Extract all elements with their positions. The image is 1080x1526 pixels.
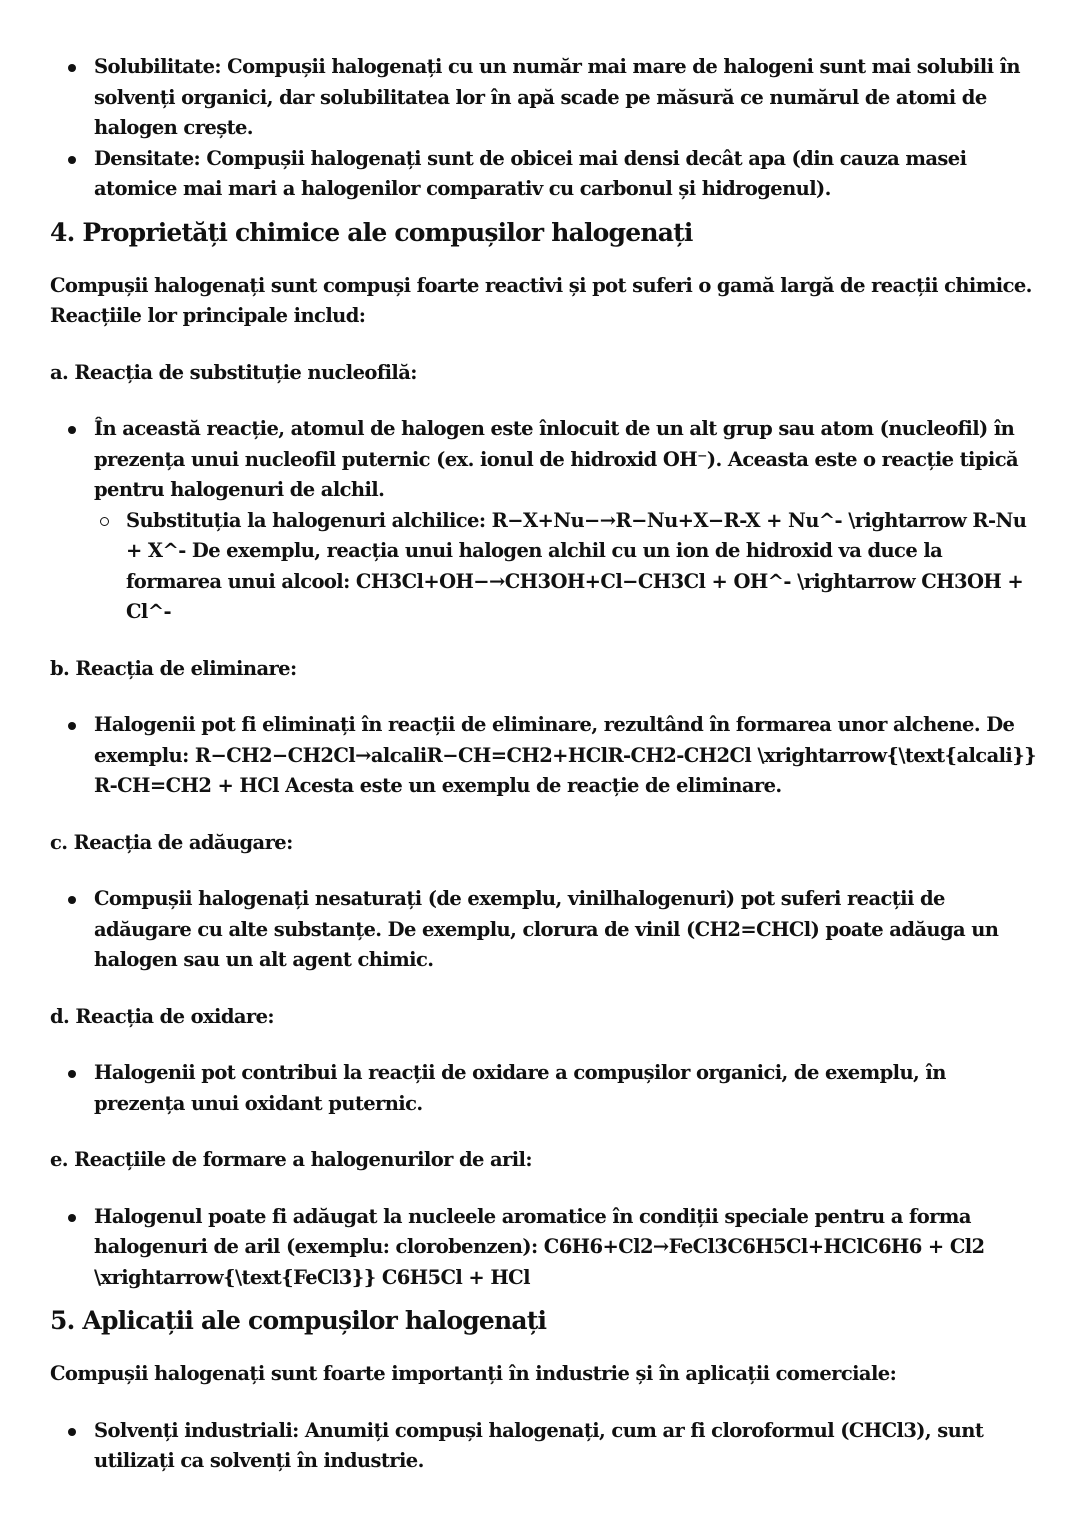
subsection-c-list bbox=[50, 884, 1040, 976]
section-4-heading: 4. Proprietăți chimice ale compușilor halogenați bbox=[50, 217, 693, 247]
document-page bbox=[50, 52, 1040, 1477]
section-4-intro: Compușii halogenați sunt compuși foarte reactivi și pot suferi o gamă largă de reacții chimice. Reacțiile lor principale includ: bbox=[50, 273, 1032, 327]
subsection-a-heading: a. Reacția de substituție nucleofilă: bbox=[50, 360, 417, 384]
subsection-b-heading: b. Reacția de eliminare: bbox=[50, 656, 297, 680]
density-bullet: Densitate: Compușii halogenați sunt de obicei mai densi decât apa (din cauza masei atomice mai mari a halogenilor comparativ cu carbonul și hidrogenul). bbox=[50, 144, 1040, 205]
substitution-bullet: În această reacție, atomul de halogen este înlocuit de un alt grup sau atom (nucleofil) în prezența unui nucleofil puternic (ex. ionul de hidroxid OH⁻). Aceasta este o reacție tipică pentru halogenuri de alchil. bbox=[50, 414, 1040, 506]
subsection-d-heading: d. Reacția de oxidare: bbox=[50, 1004, 274, 1028]
elimination-bullet: Halogenii pot fi eliminați în reacții de eliminare, rezultând în formarea unor alchene. De exemplu: R−CH2−CH2Cl→alcaliR−CH=CH2+HClR-CH2-CH2Cl \xrightarrow{\text{alcali}} R-CH=CH2 + HCl Acesta este un exemplu de reacție de eliminare. bbox=[50, 710, 1040, 802]
industrial-solvents-bullet: Solvenți industriali: Anumiți compuși halogenați, cum ar fi cloroformul (CHCl3), sunt utilizați ca solvenți în industrie. bbox=[50, 1416, 1040, 1477]
subsection-c-heading: c. Reacția de adăugare: bbox=[50, 830, 293, 854]
substitution-sub-bullet: Substituția la halogenuri alchilice: R−X+Nu−→R−Nu+X−R-X + Nu^- \rightarrow R-Nu + X^- De exemplu, reacția unui halogen alchil cu un ion de hidroxid va duce la formarea unui alcool: CH3Cl+OH−→CH3OH+Cl−CH3Cl + OH^- \rightarrow CH3OH + Cl^- bbox=[50, 506, 1040, 628]
oxidation-bullet: Halogenii pot contribui la reacții de oxidare a compușilor organici, de exemplu, în prezența unui oxidant puternic. bbox=[50, 1058, 1040, 1119]
applications-list bbox=[50, 1416, 1040, 1477]
section-5-intro: Compușii halogenați sunt foarte importanți în industrie și în aplicații comerciale: bbox=[50, 1362, 897, 1385]
subsection-e-heading: e. Reacțiile de formare a halogenurilor de aril: bbox=[50, 1148, 532, 1171]
subsection-d-list bbox=[50, 1058, 1040, 1119]
section-5-heading: 5. Aplicații ale compușilor halogenați bbox=[50, 1306, 547, 1335]
subsection-a-list bbox=[50, 414, 1040, 628]
subsection-e-list bbox=[50, 1202, 1040, 1294]
aryl-halide-bullet: Halogenul poate fi adăugat la nucleele aromatice în condiții speciale pentru a forma halogenuri de aril (exemplu: clorobenzen): C6H6+Cl2→FeCl3C6H5Cl+HClC6H6 + Cl2 \xrightarrow{\text{FeCl3}} C6H5Cl + HCl bbox=[50, 1202, 1040, 1294]
solubility-bullet: Solubilitate: Compușii halogenați cu un număr mai mare de halogeni sunt mai solubili în solvenți organici, dar solubilitatea lor în apă scade pe măsură ce numărul de atomi de halogen crește. bbox=[50, 52, 1040, 144]
addition-bullet: Compușii halogenați nesaturați (de exemplu, vinilhalogenuri) pot suferi reacții de adăugare cu alte substanțe. De exemplu, clorura de vinil (CH2=CHCl) poate adăuga un halogen sau un alt agent chimic. bbox=[50, 884, 1040, 976]
subsection-b-list bbox=[50, 710, 1040, 802]
physical-properties-list bbox=[50, 52, 1040, 205]
